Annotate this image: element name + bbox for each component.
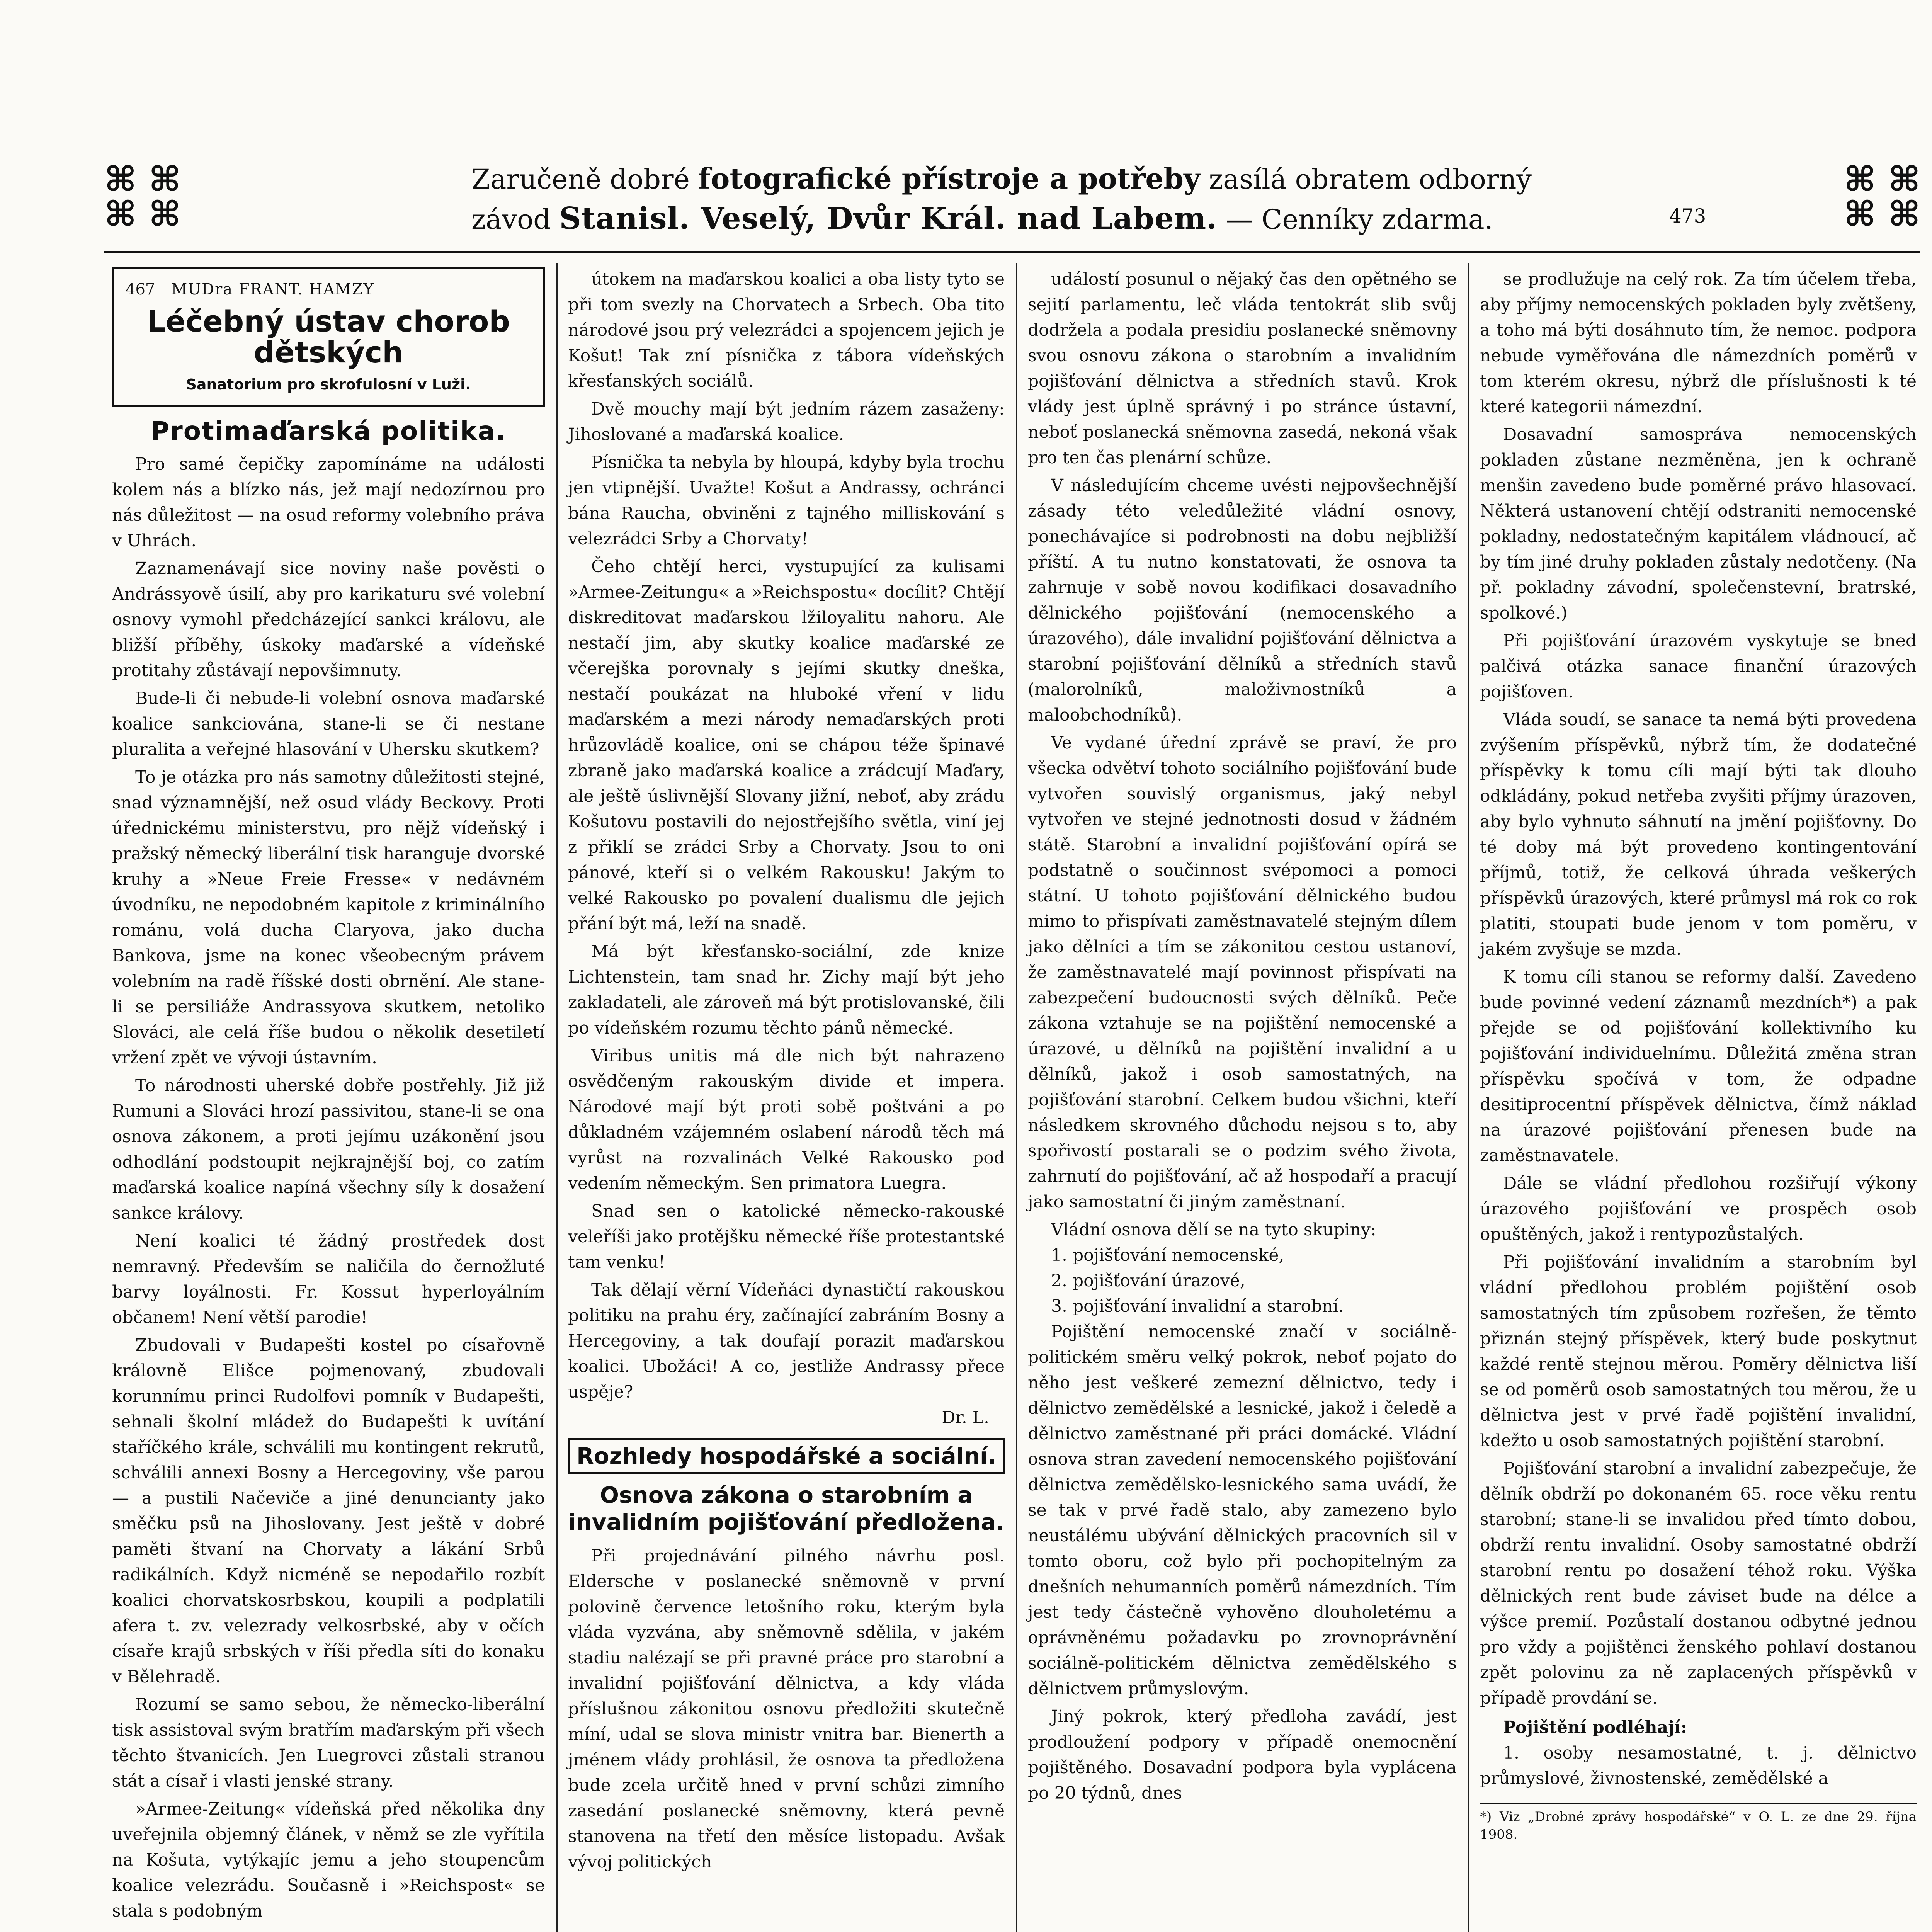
ad-number: 467 bbox=[126, 281, 155, 298]
header-ornament-right: ⌘ ⌘ ⌘ ⌘ bbox=[1844, 159, 1920, 235]
signature: Dr. L. bbox=[942, 1408, 989, 1427]
paragraph: Při projednávání pilného návrhu posl. Eldersche v poslanecké sněmovně v první polovině července letošního roku, kterým byla vláda vyzvána, aby sněmovně sdělila, v jakém stadiu nalézají se při pravné práce pro starobní a invalidní pojišťování dělnictva, a kdy vláda příslušnou zákonitou osnovu předložiti skutečně míní, udal se slova ministr vnitra bar. Bienerth a jménem vlády prohlásil, že osnova ta předložena bude zcela určitě hned v první schůzi zimního zasedání poslanecké sněmovny, která pevně stanovena na třetí den měsíce listopadu. Avšak vývoj politických bbox=[568, 1546, 1005, 1872]
paragraph: Rozumí se samo sebou, že německo-liberální tisk assistoval svým bratřím maďarským při všech těchto štvanicích. Jen Luegrovci zůstali stranou stát a císař i vlasti jenské strany. bbox=[112, 1695, 545, 1791]
paragraph: událostí posunul o nějaký čas den opětného se sejití parlamentu, leč vláda tentokrát slib svůj dodržela a podala presidiu poslanecké sněmovny svou osnovu zákona o starobním a invalidním pojišťování dělnictva a středních stavů. Krok vlády jest úplně správný i po stránce ústavní, neboť poslanecká sněmovna zasedá, nekoná však pro ten čas plenární schůze. bbox=[1028, 269, 1457, 468]
column-4 bbox=[1480, 267, 1917, 1844]
paragraph: Bude-li či nebude-li volební osnova maďarské koalice sankciována, stane-li se či nestane pluralita a veřejné hlasování v Uhersku skutkem? bbox=[112, 689, 545, 759]
column-1 bbox=[112, 267, 545, 1924]
paragraph: »Armee-Zeitung« vídeňská před několika dny uveřejnila objemný článek, v němž se zle vyřítila na Košuta, vytýkajíc jemu a jeho stoupencům koalice velezrádu. Současně i »Reichspost« se stala s podobným bbox=[112, 1799, 545, 1921]
column-divider bbox=[1468, 263, 1469, 1932]
column-3 bbox=[1028, 267, 1457, 1806]
article-headline: Protimaďarská politika. bbox=[150, 416, 507, 446]
paragraph: Snad sen o katolické německo-rakouské veleříši jako protějšku německé říše protestantské tam venku! bbox=[568, 1201, 1005, 1272]
paragraph: Má být křesťansko-sociální, zde knize Lichtenstein, tam snad hr. Zichy mají být jeho zakladateli, ale zároveň má být protislovanské, čili po vídeňském rozumu těchto pánů německé. bbox=[568, 942, 1005, 1038]
header-line-2: závod Stanisl. Veselý, Dvůr Král. nad Labem. — Cenníky zdarma. bbox=[471, 201, 1493, 236]
paragraph: V následujícím chceme uvésti nejpovšechnější zásady této veledůležité vládní osnovy, ponechávajíce si podrobnosti na dobu nejbližší příští. A tu nutno konstatovati, že osnova ta zahrnuje v sobě novou kodifikaci dosavadního dělnického pojišťování (nemocenského a úrazového), dále invalidní pojišťování dělnictva a starobní pojišťování dělníků a středních stavů (malorolníků, maloživnostníků a maloobchodníků). bbox=[1028, 476, 1457, 725]
header-ornament-left: ⌘ ⌘ ⌘ ⌘ bbox=[104, 159, 181, 235]
list-item: 1. pojišťování nemocenské, bbox=[1051, 1245, 1284, 1265]
paragraph: Vláda soudí, se sanace ta nemá býti provedena zvýšením příspěvků, nýbrž tím, že dodatečné příspěvky k tomu cíli mají býti tak dlouho odkládány, pokud netřeba zvyšiti příjmy úrazoven, aby bylo vyhnuto sáhnutí na jmění pojišťovny. Do té doby má být provedeno kontingentování příjmů, totiž, že celková úhrada veškerých příspěvků úrazových, které průmysl má rok co rok platiti, stoupati bude jenom v tom poměru, v jakém zvyšuje se mzda. bbox=[1480, 710, 1917, 959]
list bbox=[1028, 1243, 1457, 1319]
ad-title: Léčebný ústav chorob dětských bbox=[147, 304, 510, 369]
paragraph: Vládní osnova dělí se na tyto skupiny: bbox=[1051, 1220, 1376, 1240]
paragraph: Písnička ta nebyla by hloupá, kdyby byla trochu jen vtipnější. Uvažte! Košut a Andrassy, ochránci bána Raucha, obviněni z tajného milliskování s velezrádci Srby a Chorvaty! bbox=[568, 452, 1005, 549]
paragraph: Čeho chtějí herci, vystupující za kulisami »Armee-Zeitungu« a »Reichspostu« docílit? Chtějí diskreditovat maďarskou lžiloyalitu nahoru. Ale nestačí jim, aby skutky koalice maďarské ze včerejška porovnaly s jejími skutky dneška, nestačí poukázat na hluboké vření v lidu maďarském a mezi národy nemaďarských proti hrůzovládě koalice, oni se chápou téže špinavé zbraně jako maďarská koalice a zrádcují Maďary, ale ještě úslivnější Slovany jižní, neboť, aby zrádu Košutovu postavili do nejostřejšího světla, viní jej z přiklí se zrádci Srby a Chorvaty. Jsou to oni pánové, kteří si o velkém Rakousku! Jakým to velké Rakousko po povalení dualismu dle jejich přání být má, leží na snadě. bbox=[568, 557, 1005, 934]
paragraph: To je otázka pro nás samotny důležitosti stejné, snad významnější, než osud vlády Beckovy. Proti úřednickému ministerstvu, pro nějž vídeňský i pražský německý liberální tisk haranguje dvorské kruhy a »Neue Freie Fresse« v nedávném úvodníku, ne nepodobném kapitole z kriminálního románu, volá ducha Claryova, jako ducha Bankova, jsme na konec všeobecným právem volebním na radě říšské dosti obrnění. Ale stane-li se persiliáže Andrassyova skutkem, netoliko Slováci, ale celá říše budou o několik desetiletí vržení zpět ve vývoji ústavním. bbox=[112, 767, 545, 1068]
paragraph: K tomu cíli stanou se reformy další. Zavedeno bude povinné vedení záznamů mezdních*) a pak přejde se od pojišťování kollektivního ku pojišťování individuelnímu. Důležitá změna stran příspěvku spočívá v tom, že odpadne desitiprocentní příspěvek dělnictva, čímž náklad na úrazové pojišťování přenesen bude na zaměstnavatele. bbox=[1480, 967, 1917, 1165]
header-advertisement bbox=[104, 147, 1920, 251]
paragraph: Při pojišťování úrazovém vyskytuje se bned palčivá otázka sanace finanční úrazových pojišťoven. bbox=[1480, 631, 1917, 702]
paragraph: Pro samé čepičky zapomínáme na události kolem nás a blízko nás, jež mají nedozírnou pro nás důležitost — na osud reformy volebního práva v Uhrách. bbox=[112, 454, 545, 551]
page-number: 473 bbox=[1669, 205, 1706, 227]
paragraph: Není koalici té žádný prostředek dost nemravný. Především se naličila do černožluté barvy loyálnosti. Fr. Kossut hyperloyálním občanem! Není větší parodie! bbox=[112, 1231, 545, 1327]
article-title: Osnova zákona o starobním a invalidním pojišťování předložena. bbox=[568, 1482, 1005, 1535]
paragraph: 1. osoby nesamostatné, t. j. dělnictvo průmyslové, živnostenské, zemědělské a bbox=[1480, 1743, 1917, 1788]
paragraph: Při pojišťování invalidním a starobním byl vládní předlohou problém pojištění osob samostatných tím způsobem rozřešen, že těmto přiznán stejný příspěvek, který bude poskytnut každé rentě stejnou měrou. Poměry dělnictva liší se od poměrů osob samostatných tou měrou, že u dělnictva jest v prvé řadě pojištění invalidní, kdežto u osob samostatných pojištění starobní. bbox=[1480, 1252, 1917, 1451]
section-heading: Rozhledy hospodářské a sociální. bbox=[568, 1438, 1005, 1474]
column-divider bbox=[556, 263, 558, 1932]
paragraph: To národnosti uherské dobře postřehly. Již již Rumuni a Slováci hrozí passivitou, stane-li se ona osnova zákonem, a proti jejímu uzákonění jsou odhodlání podstoupit nejkrajnější boj, co zatím maďarská koalice napíná všechny síly k dosažení sankce královy. bbox=[112, 1076, 545, 1223]
paragraph: útokem na maďarskou koalici a oba listy tyto se při tom svezly na Chorvatech a Srbech. Oba tito národové jsou prý velezrádci a spojencem jejich je Košut! Tak zní písnička z tábora vídeňských křesťanských sociálů. bbox=[568, 269, 1005, 391]
paragraph: Pojištění nemocenské značí v sociálně-politickém směru velký pokrok, neboť pojato do něho jest veškeré zemezní dělnictvo, tedy i dělnictvo zemědělské a lesnické, jakož i čeledě a dělnictvo zaměstnané při práci domácké. Vládní osnova stran zavedení nemocenského pojišťování dělnictva zemědělsko-lesnického sama uvádí, že se tak v prvé řadě stalo, aby zamezeno bylo neustálému ubývání dělnických pracovních sil v tomto oboru, což bylo při pochopitelným za dnešních nehumanních poměrů námezdních. Tím jest tedy částečně vyhověno dlouholetému a oprávněnému požadavku po zrovnoprávnění sociálně-politickém dělnictva zemědělského s dělnictvem průmyslovým. bbox=[1028, 1322, 1457, 1699]
paragraph: Zaznamenávají sice noviny naše pověsti o Andrássyově úsilí, aby pro karikaturu své volební osnovy vymohl předcházející sankci královu, ale bližší příběhy, úskoky maďarské a vídeňské protitahy zůstávají nepovšimnuty. bbox=[112, 559, 545, 680]
paragraph: Tak dělají věrní Vídeňáci dynastičtí rakouskou politiku na prahu éry, začínající zabráním Bosny a Hercegoviny, a tak doufají porazit maďarskou koalici. Ubožáci! A co, jestliže Andrassy přece uspěje? bbox=[568, 1280, 1005, 1402]
paragraph: Dále se vládní předlohou rozšiřují výkony úrazového pojišťování ve prospěch osob opuštěných, jakož i rentypozůstalých. bbox=[1480, 1173, 1917, 1244]
ad-subtitle: Sanatorium pro skrofulosní v Luži. bbox=[186, 376, 471, 393]
sanatorium-ad bbox=[112, 267, 545, 407]
column-divider bbox=[1016, 263, 1017, 1932]
paragraph: Jiný pokrok, který předloha zavádí, jest prodloužení podpory v případě onemocnění pojištěného. Dosavadní podpora byla vyplácena po 20 týdnů, dnes bbox=[1028, 1707, 1457, 1803]
header-line-1: Zaručeně dobré fotografické přístroje a potřeby zasílá obratem odborný bbox=[471, 162, 1532, 196]
list-item: 3. pojišťování invalidní a starobní. bbox=[1051, 1296, 1344, 1316]
paragraph: se prodlužuje na celý rok. Za tím účelem třeba, aby příjmy nemocenských pokladen byly zvětšeny, a toho má býti dosáhnuto tím, že nemoc. podpora nebude vyměřována dle námezdních poměrů v tom kterém okresu, nýbrž dle příslušnosti k té které kategorii námezdní. bbox=[1480, 269, 1917, 417]
list-item: 2. pojišťování úrazové, bbox=[1051, 1271, 1245, 1291]
footnote: *) Viz „Drobné zprávy hospodářské“ v O. L. ze dne 29. října 1908. bbox=[1480, 1803, 1917, 1844]
subhead: Pojištění podléhají: bbox=[1503, 1718, 1687, 1737]
ad-doctor-name: MUDra FRANT. HAMZY bbox=[171, 281, 374, 298]
paragraph: Ve vydané úřední zprávě se praví, že pro všecka odvětví tohoto sociálního pojišťování bude vytvořen souvislý organismus, jaký nebyl vytvořen ve stejné jednotnosti dosud v žádném státě. Starobní a invalidní pojišťování opírá se podstatně o součinnost svépomoci a pomoci státní. U tohoto pojišťování dělnického budou mimo to přispívati zaměstnavatelé stejným dílem jako dělníci a tím se zákonitou cestou ustanoví, že zaměstnavatelé mají povinnost přispívati na zabezpečení budoucnosti svých dělníků. Peče zákona vztahuje se na pojištění nemocenské a úrazové, u dělníků na pojištění invalidní a u dělníků, jakož i osob samostatných, na pojišťování starobní. Celkem budou všichni, kteří následkem skrovného důchodu nejsou s to, aby spořivostí postarali se o podzim svého života, zahrnutí do pojišťování, ač až hospodaří a pracují jako samostatní či jiným zaměstnaní. bbox=[1028, 733, 1457, 1212]
paragraph: Dvě mouchy mají být jedním rázem zasaženy: Jihoslované a maďarská koalice. bbox=[568, 399, 1005, 444]
paragraph: Pojišťování starobní a invalidní zabezpečuje, že dělník obdrží po dokonaném 65. roce věku rentu starobní; stane-li se invalidou před tímto dobou, obdrží rentu invalidní. Osoby samostatné obdrží starobní rentu po dosažení téhož roku. Výška dělnických rent bude záviset bude na délce a výšce premií. Pozůstalí dostanou odbytné jednou pro vždy a pojištěnci ženského pohlaví dostanou zpět polovinu za ně zaplacených příspěvků v případě provdání se. bbox=[1480, 1459, 1917, 1708]
header-rule bbox=[104, 251, 1920, 253]
paragraph: Viribus unitis má dle nich být nahrazeno osvědčeným rakouským divide et impera. Národové mají být proti sobě poštváni a po důkladném vzájemném oslabení národů těch má vyrůst na rozvalinách Velké Rakousko pod vedením německým. Sen primatora Luegra. bbox=[568, 1046, 1005, 1193]
paragraph: Dosavadní samospráva nemocenských pokladen zůstane nezměněna, jen k ochraně menšin zavedeno bude poměrné právo hlasovací. Některá ustanovení chtějí odstraniti nemocenské pokladny, nedostatečným kapitálem vládnoucí, ač by tím jiné druhy pokladen zůstaly nedotčeny. (Na př. pokladny závodní, společenstevní, bratrské, spolkové.) bbox=[1480, 425, 1917, 623]
column-2 bbox=[568, 267, 1005, 1875]
paragraph: Zbudovali v Budapešti kostel po císařovně královně Elišce pojmenovaný, zbudovali korunnímu princi Rudolfovi pomník v Budapešti, sehnali školní mládež do Budapešti k uvítání staříčkého krále, schválili mu kontingent rekrutů, schválili annexi Bosny a Hercegoviny, vše parou — a pustili Načeviče a jiné denuncianty jako směčku psů na Jihoslovany. Jest ještě v dobré paměti štvaní na Chorvaty a lákání Srbů radikálních. Když nicméně se nepodařilo rozbít koalici chorvatskosrbskou, koupili a podplatili afera t. zv. velezrady velkosrbské, aby v očích císaře krajů srbských v říši předla síti do konaku v Bělehradě. bbox=[112, 1335, 545, 1687]
